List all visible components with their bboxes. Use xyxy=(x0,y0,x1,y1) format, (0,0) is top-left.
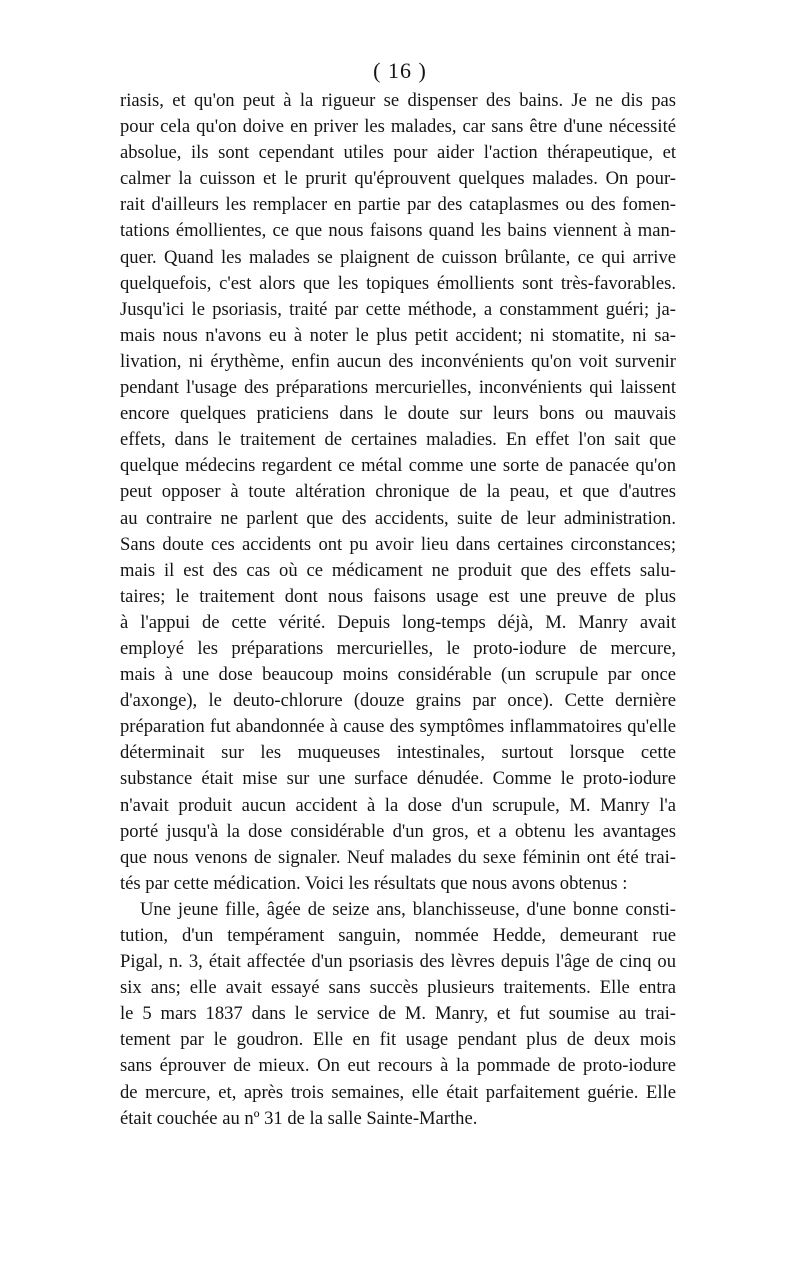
text-line: rait d'ailleurs les remplacer en partie par des cataplasmes ou des fomen- xyxy=(120,194,676,216)
text-line: mais à une dose beaucoup moins considérable (un scrupule par once xyxy=(120,664,676,686)
text-line: tement par le goudron. Elle en fit usage pendant plus de deux mois xyxy=(120,1029,676,1051)
text-line: sans éprouver de mieux. On eut recours à la pommade de proto-iodure xyxy=(120,1055,676,1077)
text-line: employé les préparations mercurielles, le proto-iodure de mercure, xyxy=(120,637,676,659)
text-line: peut opposer à toute altération chronique de la peau, et que d'autres xyxy=(120,481,676,503)
text-line: Une jeune fille, âgée de seize ans, blanchisseuse, d'une bonne consti- xyxy=(140,898,676,920)
text-line: tés par cette médication. Voici les résultats que nous avons obtenus : xyxy=(120,872,628,894)
text-line: Jusqu'ici le psoriasis, traité par cette méthode, a constamment guéri; ja- xyxy=(120,298,676,320)
text-line: pendant l'usage des préparations mercurielles, inconvénients qui laissent xyxy=(120,377,676,399)
text-line: porté jusqu'à la dose considérable d'un gros, et a obtenu les avantages xyxy=(120,820,676,842)
text-line: six ans; elle avait essayé sans succès plusieurs traitements. Elle entra xyxy=(120,977,676,999)
body-text xyxy=(120,88,676,1132)
text-line: quer. Quand les malades se plaignent de cuisson brûlante, ce qui arrive xyxy=(120,246,676,268)
text-line: absolue, ils sont cependant utiles pour aider l'action thérapeutique, et xyxy=(120,142,676,164)
text-line: n'avait produit aucun accident à la dose d'un scrupule, M. Manry l'a xyxy=(120,794,676,816)
text-line: quelque médecins regardent ce métal comme une sorte de panacée qu'on xyxy=(120,455,676,477)
text-line: Pigal, n. 3, était affectée d'un psoriasis des lèvres depuis l'âge de cinq ou xyxy=(120,951,676,973)
text-line: était couchée au nº 31 de la salle Sainte-Marthe. xyxy=(120,1107,478,1129)
text-line: le 5 mars 1837 dans le service de M. Manry, et fut soumise au trai- xyxy=(120,1003,676,1025)
text-line: quelquefois, c'est alors que les topiques émollients sont très-favorables. xyxy=(120,272,676,294)
text-line: mais nous n'avons eu à noter le plus petit accident; ni stomatite, ni sa- xyxy=(120,324,676,346)
text-line: Sans doute ces accidents ont pu avoir lieu dans certaines circonstances; xyxy=(120,533,676,555)
text-line: de mercure, et, après trois semaines, elle était parfaitement guérie. Elle xyxy=(120,1081,676,1103)
text-line: mais il est des cas où ce médicament ne produit que des effets salu- xyxy=(120,559,676,581)
text-line: que nous venons de signaler. Neuf malades du sexe féminin ont été trai- xyxy=(120,846,676,868)
text-line: déterminait sur les muqueuses intestinales, surtout lorsque cette xyxy=(120,742,676,764)
text-line: effets, dans le traitement de certaines maladies. En effet l'on sait que xyxy=(120,429,676,451)
page-number: ( 16 ) xyxy=(373,58,427,83)
text-line: pour cela qu'on doive en priver les malades, car sans être d'une nécessité xyxy=(120,116,676,138)
text-line: d'axonge), le deuto-chlorure (douze grains par once). Cette dernière xyxy=(120,690,676,712)
text-line: calmer la cuisson et le prurit qu'éprouvent quelques malades. On pour- xyxy=(120,168,676,190)
text-line: riasis, et qu'on peut à la rigueur se dispenser des bains. Je ne dis pas xyxy=(120,90,676,111)
text-line: substance était mise sur une surface dénudée. Comme le proto-iodure xyxy=(120,768,676,790)
text-line: taires; le traitement dont nous faisons usage est une preuve de plus xyxy=(120,585,676,607)
text-line: à l'appui de cette vérité. Depuis long-temps déjà, M. Manry avait xyxy=(120,611,676,633)
text-line: encore quelques praticiens dans le doute sur leurs bons ou mauvais xyxy=(120,403,676,425)
text-line: livation, ni érythème, enfin aucun des inconvénients qu'on voit survenir xyxy=(120,350,676,372)
text-line: tution, d'un tempérament sanguin, nommée Hedde, demeurant rue xyxy=(120,925,676,946)
text-line: préparation fut abandonnée à cause des symptômes inflammatoires qu'elle xyxy=(120,716,676,738)
text-line: tations émollientes, ce que nous faisons quand les bains viennent à man- xyxy=(120,220,676,242)
text-line: au contraire ne parlent que des accidents, suite de leur administration. xyxy=(120,507,676,529)
